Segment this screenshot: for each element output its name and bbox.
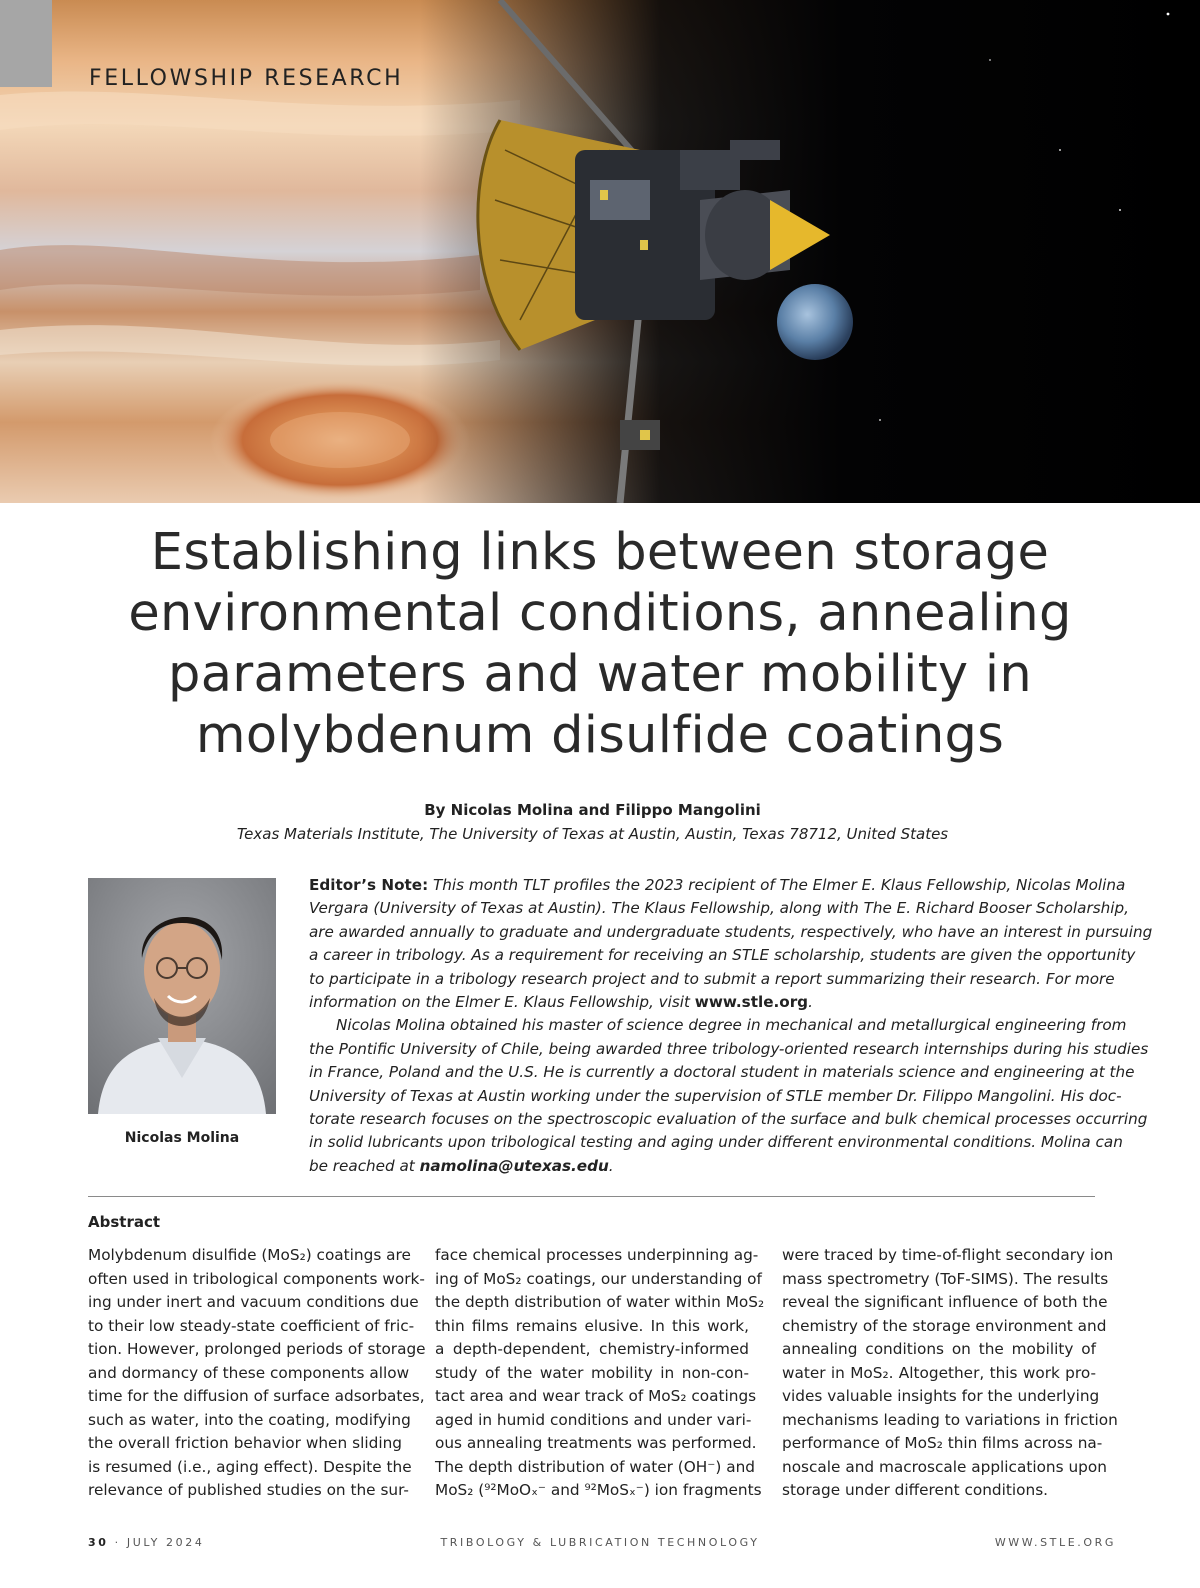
note-line: Vergara (University of Texas at Austin). The Klaus Fellowship, along with The E. Richard Booser Scholarship, — [309, 899, 1129, 918]
author-email-link[interactable]: namolina@utexas.edu — [419, 1156, 609, 1175]
abstract-line: a depth-dependent, chemistry-informed — [435, 1340, 749, 1358]
section-label: FELLOWSHIP RESEARCH — [89, 66, 404, 91]
abstract-line: thin films remains elusive. In this work, — [435, 1316, 749, 1335]
abstract-line: Molybdenum disulfide (MoS₂) coatings are — [88, 1246, 411, 1264]
abstract-line: chemistry of the storage environment and — [782, 1316, 1107, 1335]
abstract-line: often used in tribological components work- — [88, 1269, 425, 1288]
note-line: information on the Elmer E. Klaus Fellowship, visit www.stle.org. — [309, 993, 813, 1012]
note-line: are awarded annually to graduate and undergraduate students, respectively, who have an interest in pursuing — [309, 922, 1153, 941]
author-affiliation: Texas Materials Institute, The University of Texas at Austin, Austin, Texas 78712, United States — [236, 825, 949, 843]
abstract-line: tion. However, prolonged periods of storage — [88, 1340, 426, 1358]
page-number: 30 — [88, 1536, 109, 1549]
title-line: environmental conditions, annealing — [128, 584, 1072, 643]
abstract-line: and dormancy of these components allow — [88, 1363, 410, 1382]
abstract-line: mass spectrometry (ToF-SIMS). The results — [782, 1269, 1109, 1288]
portrait-photo — [88, 878, 276, 1114]
abstract-line: ing under inert and vacuum conditions due — [88, 1293, 419, 1311]
bio-line: in solid lubricants upon tribological testing and aging under different environmental conditions. Molina can — [309, 1133, 1123, 1152]
abstract-line: ing of MoS₂ coatings, our understanding of — [435, 1269, 762, 1288]
title-line: Establishing links between storage — [150, 523, 1050, 582]
title-line: parameters and water mobility in — [168, 645, 1032, 704]
article-title — [120, 522, 1080, 766]
abstract-column-1 — [88, 1244, 426, 1503]
bio-line: University of Texas at Austin working under the supervision of STLE member Dr. Filippo Mangolini. His doc- — [309, 1086, 1122, 1105]
abstract-heading: Abstract — [88, 1213, 161, 1231]
editors-note-label: Editor’s Note: — [309, 876, 429, 894]
abstract-line: tact area and wear track of MoS₂ coatings — [435, 1387, 757, 1405]
abstract-line: time for the diffusion of surface adsorbates, — [88, 1387, 425, 1405]
issue-date: JULY 2024 — [126, 1536, 205, 1549]
title-line: molybdenum disulfide coatings — [195, 706, 1005, 765]
abstract-line: the depth distribution of water within MoS₂ — [435, 1293, 765, 1311]
abstract-line: were traced by time-of-flight secondary ion — [782, 1246, 1114, 1264]
abstract-line: is resumed (i.e., aging effect). Despite the — [88, 1457, 412, 1476]
abstract-line: mechanisms leading to variations in friction — [782, 1410, 1118, 1429]
abstract-column-2 — [435, 1244, 765, 1503]
abstract-line: ous annealing treatments was performed. — [435, 1434, 757, 1452]
abstract-line: relevance of published studies on the sur- — [88, 1481, 409, 1499]
bio-line: the Pontific University of Chile, being awarded three tribology-oriented research internships during his studies — [309, 1039, 1149, 1058]
abstract-line: The depth distribution of water (OH⁻) and — [435, 1457, 755, 1476]
abstract-line: the overall friction behavior when sliding — [88, 1434, 402, 1452]
author-portrait — [88, 878, 276, 1114]
publication-name: TRIBOLOGY & LUBRICATION TECHNOLOGY — [440, 1536, 760, 1549]
section-divider — [88, 1196, 1095, 1197]
editors-note — [309, 874, 1153, 1178]
abstract-line: study of the water mobility in non-con- — [435, 1363, 749, 1382]
bio-line: torate research focuses on the spectroscopic evaluation of the surface and bulk chemical processes occurring — [309, 1110, 1148, 1129]
abstract-line: vides valuable insights for the underlying — [782, 1387, 1100, 1405]
abstract-line: to their low steady-state coefficient of fric- — [88, 1316, 415, 1335]
portrait-caption: Nicolas Molina — [124, 1130, 240, 1146]
abstract-line: storage under different conditions. — [782, 1481, 1049, 1499]
footer-website[interactable]: WWW.STLE.ORG — [994, 1536, 1116, 1549]
abstract-line: water in MoS₂. Altogether, this work pro- — [782, 1363, 1096, 1382]
abstract-column-3 — [782, 1244, 1118, 1503]
abstract-line: reveal the significant influence of both the — [782, 1293, 1108, 1311]
abstract-line: noscale and macroscale applications upon — [782, 1457, 1107, 1476]
abstract-line: such as water, into the coating, modifying — [88, 1410, 411, 1429]
bio-line: be reached at namolina@utexas.edu. — [309, 1156, 614, 1175]
note-line: to participate in a tribology research project and to submit a report summarizing their research. For more — [309, 969, 1115, 988]
stle-website-link[interactable]: www.stle.org — [694, 993, 809, 1012]
abstract-line: annealing conditions on the mobility of — [782, 1340, 1096, 1358]
bio-line: in France, Poland and the U.S. He is currently a doctoral student in materials science and engineering at the — [309, 1063, 1135, 1082]
abstract-line: performance of MoS₂ thin films across na- — [782, 1434, 1103, 1452]
abstract-line: aged in humid conditions and under vari- — [435, 1410, 752, 1429]
abstract-line: face chemical processes underpinning ag- — [435, 1246, 759, 1264]
footer-separator: · — [114, 1536, 121, 1549]
section-tab-marker — [0, 0, 52, 87]
bio-line: Nicolas Molina obtained his master of science degree in mechanical and metallurgical engineering from — [336, 1016, 1127, 1035]
note-line: Editor’s Note: This month TLT profiles the 2023 recipient of The Elmer E. Klaus Fellowship, Nicolas Molina — [309, 876, 1126, 894]
note-line: a career in tribology. As a requirement for receiving an STLE scholarship, students are given the opportunity — [309, 946, 1136, 965]
author-byline: By Nicolas Molina and Filippo Mangolini — [424, 801, 761, 819]
abstract-line: MoS₂ (⁹²MoOₓ⁻ and ⁹²MoSₓ⁻) ion fragments — [435, 1481, 762, 1499]
